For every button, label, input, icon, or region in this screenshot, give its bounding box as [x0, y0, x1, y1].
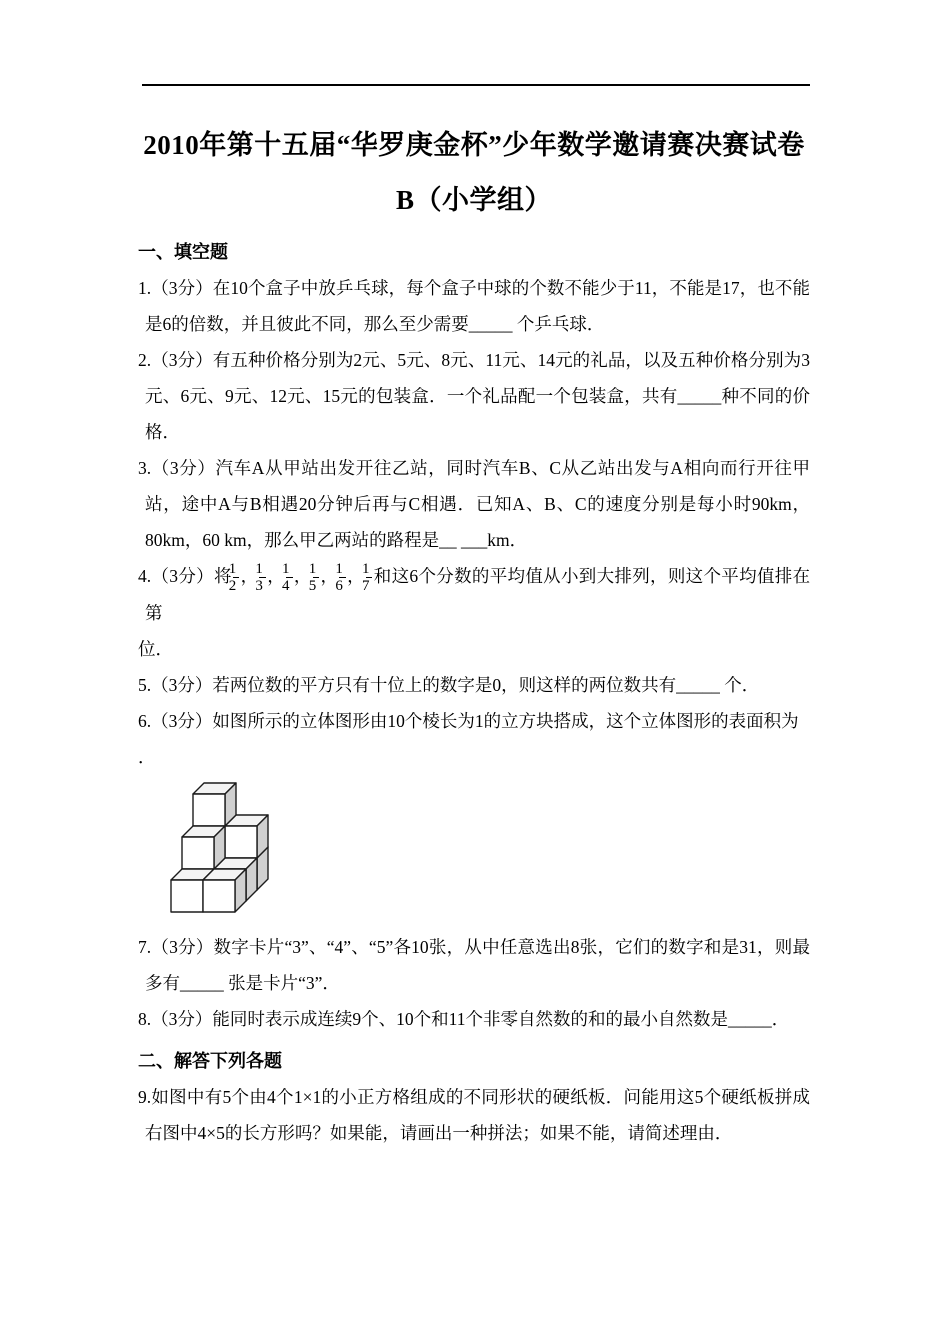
- fraction-separator: ，: [293, 566, 312, 586]
- fraction-1-4: $\frac{1}{4}$: [286, 561, 293, 596]
- document-title: 2010年第十五届“华罗庚金杯”少年数学邀请赛决赛试卷B（小学组）: [143, 130, 805, 215]
- question-4-post: 和这6个分数的平均值从小到大排列，则这个平均值排在第: [145, 566, 811, 624]
- fraction-1-7: $\frac{1}{7}$: [366, 561, 373, 596]
- fraction-1-3: $\frac{1}{3}$: [259, 561, 266, 596]
- question-7: 7.（3分）数字卡片“3”、“4”、“5”各10张，从中任意选出8张，它们的数字和是31，则最多有_____ 张是卡片“3”．: [138, 937, 810, 994]
- question-4-tail: 位．: [138, 639, 173, 660]
- header-rule: [142, 84, 810, 86]
- question-3: 3.（3分）汽车A从甲站出发开往乙站，同时汽车B、C从乙站出发与A相向而行开往甲站，途中A与B相遇20分钟后再与C相遇．已知A、B、C的速度分别是每小时90km，80km，60 km，那么甲乙两站的路程是__ ___km．: [138, 458, 810, 550]
- fraction-separator: ，: [320, 566, 339, 586]
- fraction-1-2: $\frac{1}{2}$: [233, 561, 240, 596]
- question-4: [138, 558, 810, 631]
- document-content: [138, 118, 810, 1151]
- question-5: 5.（3分）若两位数的平方只有十位上的数字是0，则这样的两位数共有_____ 个．: [138, 675, 760, 696]
- question-6-figure: [168, 779, 810, 917]
- question-8: 8.（3分）能同时表示成连续9个、10个和11个非零自然数的和的最小自然数是_____．: [138, 1009, 790, 1030]
- question-4-pre: 4.（3分）将: [138, 566, 232, 586]
- question-2: 2.（3分）有五种价格分别为2元、5元、8元、11元、14元的礼品，以及五种价格分别为3元、6元、9元、12元、15元的包装盒．一个礼品配一个包装盒，共有_____种不同的价格．: [138, 350, 810, 442]
- cube-stack-figure: [168, 779, 271, 917]
- section-heading-1: 一、填空题: [138, 242, 228, 262]
- question-6: 6.（3分）如图所示的立体图形由10个棱长为1的立方块搭成，这个立体图形的表面积为: [138, 711, 799, 732]
- question-9: 9.如图中有5个由4个1×1的小正方格组成的不同形状的硬纸板．问能用这5个硬纸板拼成右图中4×5的长方形吗？如果能，请画出一种拼法；如果不能，请简述理由．: [138, 1087, 810, 1144]
- question-6-answer-line: ．: [138, 747, 156, 768]
- fraction-separator: ，: [240, 566, 259, 586]
- question-1: 1.（3分）在10个盒子中放乒乓球，每个盒子中球的个数不能少于11，不能是17，也不能是6的倍数，并且彼此不同，那么至少需要_____ 个乒乓球．: [138, 278, 810, 334]
- fraction-1-6: $\frac{1}{6}$: [339, 561, 346, 596]
- fraction-1-5: $\frac{1}{5}$: [313, 561, 320, 596]
- fraction-separator: ，: [266, 566, 286, 586]
- section-heading-2: 二、解答下列各题: [138, 1051, 282, 1072]
- fraction-separator: ，: [346, 566, 365, 586]
